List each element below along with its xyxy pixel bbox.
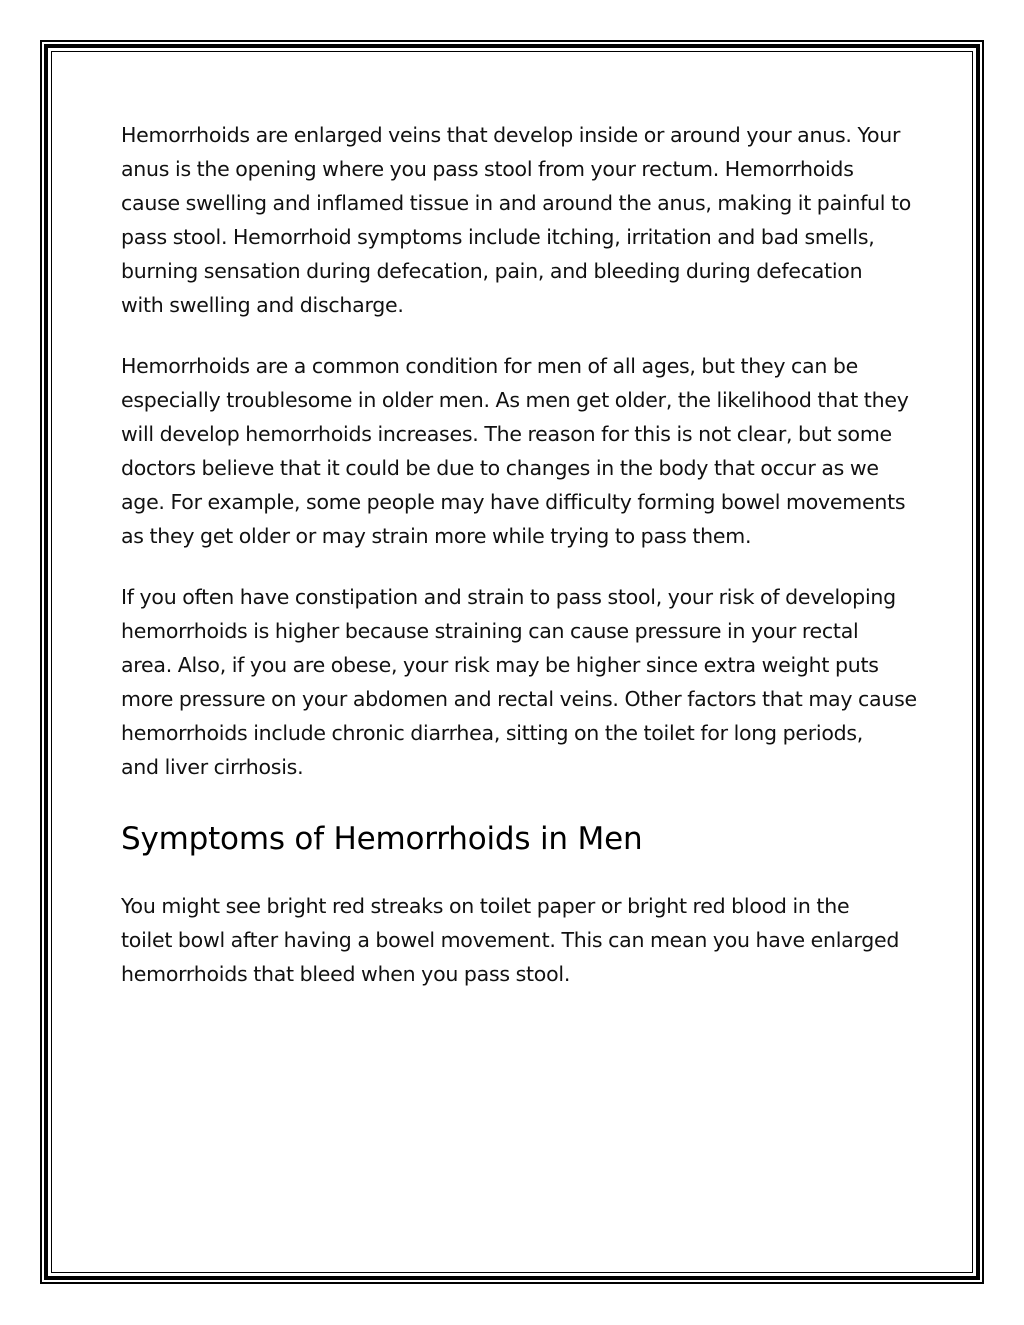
paragraph-intro-age: Hemorrhoids are a common condition for men of all ages, but they can be especially troublesome in older men. As men get older, the likelihood that they will develop hemorrhoids increases. The reason for this is not clear, but some doctors believe that it could be due to changes in the body that occur as we age. For example, some people may have difficulty forming bowel movements as they get older or may strain more while trying to pass them. [121, 354, 909, 548]
paragraph-symptoms: You might see bright red streaks on toilet paper or bright red blood in the toilet bowl after having a bowel movement. This can mean you have enlarged hemorrhoids that bleed when you pass stool. [121, 894, 900, 986]
paragraph-intro-definition: Hemorrhoids are enlarged veins that develop inside or around your anus. Your anus is the opening where you pass stool from your rectum. Hemorrhoids cause swelling and inflamed tissue in and around the anus, making it painful to pass stool. Hemorrhoid symptoms include itching, irritation and bad smells, burning sensation during defecation, pain, and bleeding during defecation with swelling and discharge. [121, 123, 912, 317]
section-heading: Symptoms of Hemorrhoids in Men [121, 821, 643, 857]
paragraph-intro-risk-factors: If you often have constipation and strain to pass stool, your risk of developing hemorrhoids is higher because straining can cause pressure in your rectal area. Also, if you are obese, your risk may be higher since extra weight puts more pressure on your abdomen and rectal veins. Other factors that may cause hemorrhoids include chronic diarrhea, sitting on the toilet for long periods, and liver cirrhosis. [121, 585, 917, 779]
document-body [121, 118, 921, 1018]
